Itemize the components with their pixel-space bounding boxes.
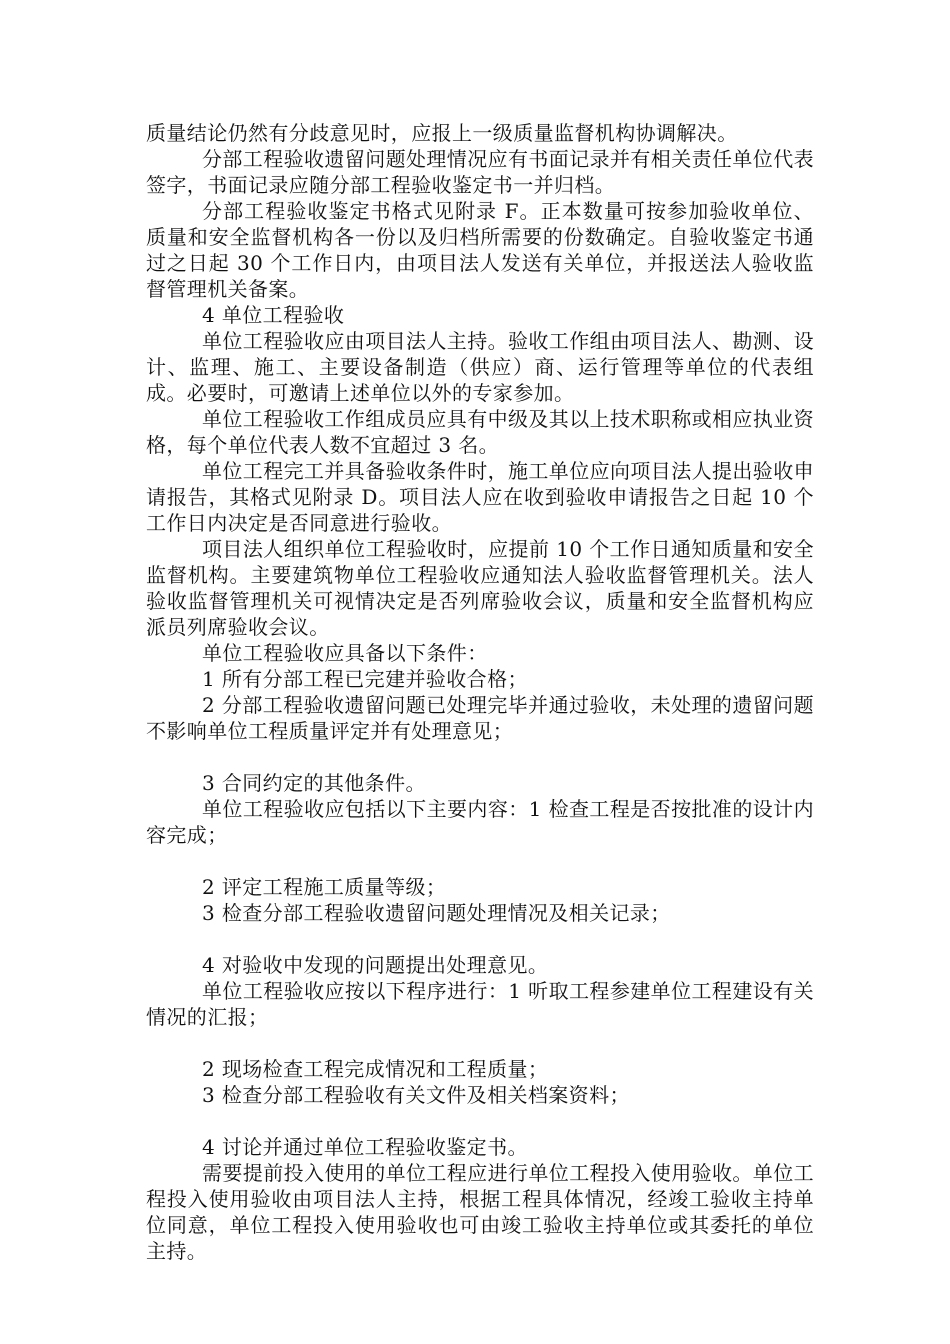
list-item: 4 讨论并通过单位工程验收鉴定书。 xyxy=(202,1135,528,1159)
list-item: 3 合同约定的其他条件。 xyxy=(202,771,426,795)
paragraph: 分部工程验收鉴定书格式见附录 F。正本数量可按参加验收单位、质量和安全监督机构各一份以及归档所需要的份数确定。自验收鉴定书通过之日起 30 个工作日内，由项目法人发送有关单位，并报送法人验收监督管理机关备案。 xyxy=(146,199,814,301)
list-item: 2 分部工程验收遗留问题已处理完毕并通过验收，未处理的遗留问题不影响单位工程质量评定并有处理意见； xyxy=(146,693,814,743)
list-item: 2 现场检查工程完成情况和工程质量； xyxy=(202,1057,549,1081)
list-item: 3 检查分部工程验收有关文件及相关档案资料； xyxy=(202,1083,630,1107)
document-body xyxy=(146,120,814,1264)
section-heading: 4 单位工程验收 xyxy=(202,303,345,327)
paragraph: 单位工程验收应包括以下主要内容：1 检查工程是否按批准的设计内容完成； xyxy=(146,797,814,847)
paragraph: 单位工程验收应按以下程序进行：1 听取工程参建单位工程建设有关情况的汇报； xyxy=(146,979,814,1029)
paragraph: 单位工程验收应由项目法人主持。验收工作组由项目法人、勘测、设计、监理、施工、主要设备制造（供应）商、运行管理等单位的代表组成。必要时，可邀请上述单位以外的专家参加。 xyxy=(146,329,814,405)
paragraph: 单位工程验收应具备以下条件： xyxy=(202,641,488,665)
list-item: 2 评定工程施工质量等级； xyxy=(202,875,447,899)
paragraph: 项目法人组织单位工程验收时，应提前 10 个工作日通知质量和安全监督机构。主要建筑物单位工程验收应通知法人验收监督管理机关。法人验收监督管理机关可视情决定是否列席验收会议，质量和安全监督机构应派员列席验收会议。 xyxy=(146,537,814,639)
paragraph: 分部工程验收遗留问题处理情况应有书面记录并有相关责任单位代表签字，书面记录应随分部工程验收鉴定书一并归档。 xyxy=(146,147,814,197)
list-item: 3 检查分部工程验收遗留问题处理情况及相关记录； xyxy=(202,901,671,925)
list-item: 4 对验收中发现的问题提出处理意见。 xyxy=(202,953,549,977)
paragraph: 质量结论仍然有分歧意见时，应报上一级质量监督机构协调解决。 xyxy=(146,121,738,145)
list-item: 1 所有分部工程已完建并验收合格； xyxy=(202,667,528,691)
paragraph: 单位工程验收工作组成员应具有中级及其以上技术职称或相应执业资格，每个单位代表人数不宜超过 3 名。 xyxy=(146,407,814,457)
paragraph: 需要提前投入使用的单位工程应进行单位工程投入使用验收。单位工程投入使用验收由项目法人主持，根据工程具体情况，经竣工验收主持单位同意，单位工程投入使用验收也可由竣工验收主持单位或其委托的单位主持。 xyxy=(146,1161,814,1263)
paragraph: 单位工程完工并具备验收条件时，施工单位应向项目法人提出验收申请报告，其格式见附录 D。项目法人应在收到验收申请报告之日起 10 个工作日内决定是否同意进行验收。 xyxy=(146,459,814,535)
